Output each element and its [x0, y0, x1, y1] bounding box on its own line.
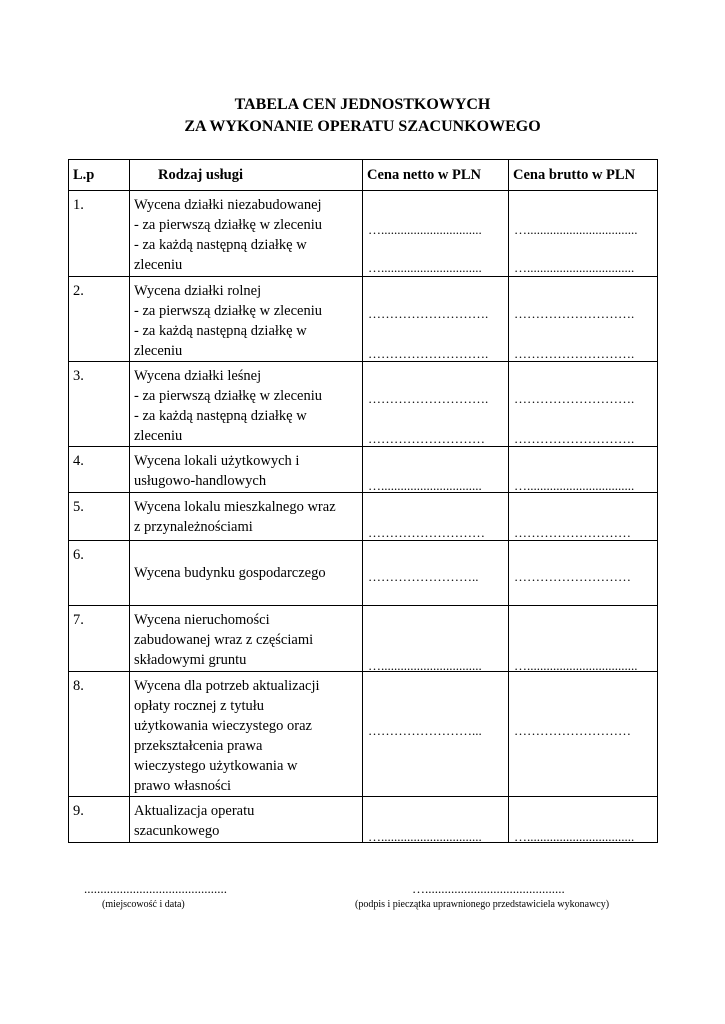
table-row — [69, 447, 658, 493]
gross-price-blank[interactable]: ……………………… — [514, 723, 631, 738]
row-number: 8. — [69, 672, 130, 797]
service-description-line: - za pierwszą działkę w zleceniu — [134, 303, 322, 319]
row-number: 6. — [69, 541, 130, 606]
document-title-line-1: TABELA CEN JEDNOSTKOWYCH — [234, 96, 491, 113]
table-row — [69, 541, 658, 606]
gross-price-cell[interactable] — [509, 191, 658, 277]
net-price-cell[interactable] — [363, 672, 509, 797]
service-description — [130, 447, 363, 493]
gross-price-blank[interactable]: ……………………… — [514, 525, 631, 540]
header-lp: L.p — [69, 160, 130, 191]
service-description-line: usługowo-handlowych — [134, 473, 267, 489]
service-description — [130, 362, 363, 447]
net-price-cell[interactable] — [363, 277, 509, 362]
table-row — [69, 797, 658, 843]
service-description — [130, 191, 363, 277]
net-price-blank[interactable]: ……………………… — [368, 525, 485, 540]
service-description-line: z przynależnościami — [134, 519, 253, 535]
service-description — [130, 493, 363, 541]
header-service-type: Rodzaj usługi — [130, 160, 363, 191]
net-price-cell[interactable] — [363, 797, 509, 843]
row-number: 3. — [69, 362, 130, 447]
row-number: 1. — [69, 191, 130, 277]
service-description-line: Aktualizacja operatu — [134, 803, 255, 819]
signature-label: (podpis i pieczątka uprawnionego przedstawiciela wykonawcy) — [355, 899, 610, 910]
service-description-line: przekształcenia prawa — [134, 738, 263, 754]
service-description-line: Wycena lokalu mieszkalnego wraz — [134, 499, 336, 515]
service-description-line: Wycena lokali użytkowych i — [134, 453, 300, 469]
gross-price-cell[interactable] — [509, 797, 658, 843]
gross-price-cell[interactable] — [509, 362, 658, 447]
service-description — [130, 277, 363, 362]
gross-price-blank[interactable]: …................................. — [514, 829, 635, 844]
net-price-blank[interactable]: ………………………. — [368, 306, 489, 321]
row-number: 2. — [69, 277, 130, 362]
service-description-line: składowymi gruntu — [134, 652, 247, 668]
table-row — [69, 672, 658, 797]
service-description-line: szacunkowego — [134, 823, 220, 839]
service-description-line: - za pierwszą działkę w zleceniu — [134, 388, 322, 404]
header-gross-price: Cena brutto w PLN — [509, 160, 658, 191]
table-row — [69, 493, 658, 541]
service-description-line: zleceniu — [134, 428, 183, 444]
service-description-line: zabudowanej wraz z częściami — [134, 632, 314, 648]
net-price-blank[interactable]: ………………………. — [368, 346, 489, 361]
gross-price-blank[interactable]: ……………………… — [514, 569, 631, 584]
net-price-cell[interactable] — [363, 493, 509, 541]
gross-price-cell[interactable] — [509, 493, 658, 541]
service-description-line: zleceniu — [134, 257, 183, 273]
header-net-price: Cena netto w PLN — [363, 160, 509, 191]
service-description — [130, 541, 363, 606]
service-description-line: zleceniu — [134, 343, 183, 359]
gross-price-blank[interactable]: …................................. — [514, 260, 635, 275]
table-header-row — [69, 160, 658, 191]
service-description-line: - za każdą następną działkę w — [134, 408, 307, 424]
service-description-line: wieczystego użytkowania w — [134, 758, 298, 774]
gross-price-blank[interactable]: ………………………. — [514, 346, 635, 361]
net-price-blank[interactable]: ……………………… — [368, 431, 485, 446]
service-description — [130, 797, 363, 843]
net-price-cell[interactable] — [363, 606, 509, 672]
service-description-line: - za pierwszą działkę w zleceniu — [134, 217, 322, 233]
gross-price-cell[interactable] — [509, 606, 658, 672]
net-price-blank[interactable]: ……………………... — [368, 723, 482, 738]
service-description-line: - za każdą następną działkę w — [134, 323, 307, 339]
gross-price-blank[interactable]: ….................................. — [514, 222, 638, 237]
service-description-line: Wycena nieruchomości — [134, 612, 270, 628]
place-date-signature-line: ............................................ — [84, 881, 227, 896]
gross-price-cell[interactable] — [509, 672, 658, 797]
net-price-cell[interactable] — [363, 191, 509, 277]
gross-price-blank[interactable]: ………………………. — [514, 431, 635, 446]
table-row — [69, 277, 658, 362]
service-description-line: użytkowania wieczystego oraz — [134, 718, 312, 734]
row-number: 5. — [69, 493, 130, 541]
net-price-blank[interactable]: …………………….. — [368, 569, 479, 584]
service-description — [130, 606, 363, 672]
table-row — [69, 362, 658, 447]
gross-price-cell[interactable] — [509, 541, 658, 606]
net-price-cell[interactable] — [363, 541, 509, 606]
net-price-blank[interactable]: …............................... — [368, 260, 482, 275]
gross-price-blank[interactable]: ….................................. — [514, 658, 638, 673]
row-number: 7. — [69, 606, 130, 672]
service-description-line: Wycena dla potrzeb aktualizacji — [134, 678, 320, 694]
net-price-blank[interactable]: …............................... — [368, 478, 482, 493]
service-description — [130, 672, 363, 797]
row-number: 9. — [69, 797, 130, 843]
net-price-cell[interactable] — [363, 362, 509, 447]
net-price-blank[interactable]: …............................... — [368, 222, 482, 237]
gross-price-blank[interactable]: ………………………. — [514, 391, 635, 406]
row-number: 4. — [69, 447, 130, 493]
net-price-blank[interactable]: ………………………. — [368, 391, 489, 406]
signature-line: …........................................... — [412, 881, 565, 896]
service-description-line: Wycena budynku gospodarczego — [134, 565, 326, 581]
price-table — [68, 159, 658, 843]
service-description-line: Wycena działki rolnej — [134, 283, 262, 299]
gross-price-blank[interactable]: …................................. — [514, 478, 635, 493]
document-title-line-2: ZA WYKONANIE OPERATU SZACUNKOWEGO — [184, 118, 541, 135]
table-row — [69, 191, 658, 277]
gross-price-cell[interactable] — [509, 277, 658, 362]
service-description-line: prawo własności — [134, 778, 232, 794]
net-price-blank[interactable]: …............................... — [368, 658, 482, 673]
gross-price-cell[interactable] — [509, 447, 658, 493]
service-description-line: Wycena działki leśnej — [134, 368, 262, 384]
net-price-blank[interactable]: …............................... — [368, 829, 482, 844]
net-price-cell[interactable] — [363, 447, 509, 493]
gross-price-blank[interactable]: ………………………. — [514, 306, 635, 321]
service-description-line: opłaty rocznej z tytułu — [134, 698, 265, 714]
service-description-line: - za każdą następną działkę w — [134, 237, 307, 253]
table-row — [69, 606, 658, 672]
place-date-label: (miejscowość i data) — [102, 899, 185, 910]
service-description-line: Wycena działki niezabudowanej — [134, 197, 322, 213]
